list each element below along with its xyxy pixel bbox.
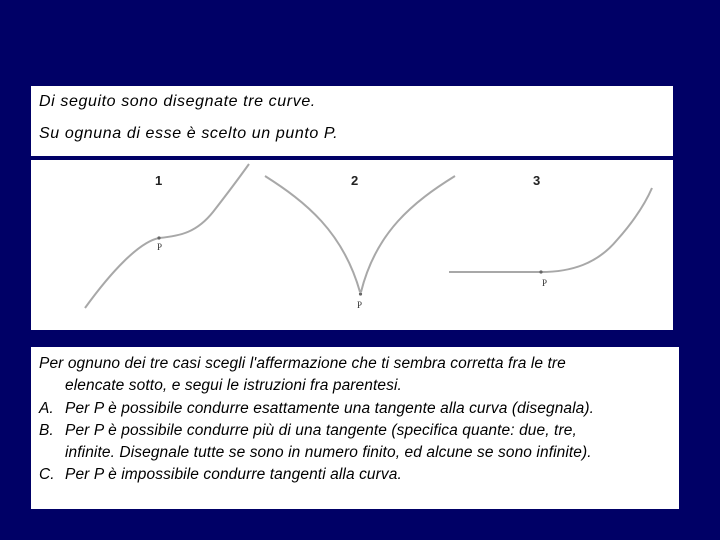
curve-1-point: [157, 236, 160, 239]
curves-figure: [31, 160, 673, 330]
curve-2-left: [265, 176, 360, 292]
curve-3-point: [539, 270, 542, 273]
curve-3-number: 3: [533, 173, 541, 188]
curve-2-point: [359, 292, 362, 295]
prompt-line-1: Per ognuno dei tre casi scegli l'affermazione che ti sembra corretta fra le tre: [39, 355, 566, 372]
option-a-text: Per P è possibile condurre esattamente una tangente alla curva (disegnala).: [65, 400, 595, 417]
curve-1-point-label: P: [157, 242, 163, 252]
option-b-text-line-1: Per P è possibile condurre più di una tangente (specifica quante: due, tre,: [65, 422, 577, 439]
option-b-text-line-2: infinite. Disegnale tutte se sono in numero finito, ed alcune se sono infinite).: [65, 444, 592, 461]
prompt-line-2: elencate sotto, e segui le istruzioni fra parentesi.: [65, 377, 402, 394]
curve-2-number: 2: [351, 173, 359, 188]
option-c-marker: C.: [39, 466, 55, 483]
intro-panel: [31, 86, 673, 156]
intro-line-1: Di seguito sono disegnate tre curve.: [39, 93, 316, 110]
curve-3: [449, 188, 652, 272]
curve-1: [85, 164, 249, 308]
curve-3-point-label: P: [542, 278, 548, 288]
curve-2-point-label: P: [357, 300, 363, 310]
intro-line-2: Su ognuna di esse è scelto un punto P.: [39, 125, 339, 142]
option-b-marker: B.: [39, 422, 54, 439]
questions-panel: [31, 347, 679, 509]
option-a-marker: A.: [39, 400, 54, 417]
curve-2-right: [361, 176, 455, 292]
curves-svg: [31, 160, 673, 330]
option-c-text: Per P è impossibile condurre tangenti alla curva.: [65, 466, 402, 483]
curve-1-number: 1: [155, 173, 163, 188]
